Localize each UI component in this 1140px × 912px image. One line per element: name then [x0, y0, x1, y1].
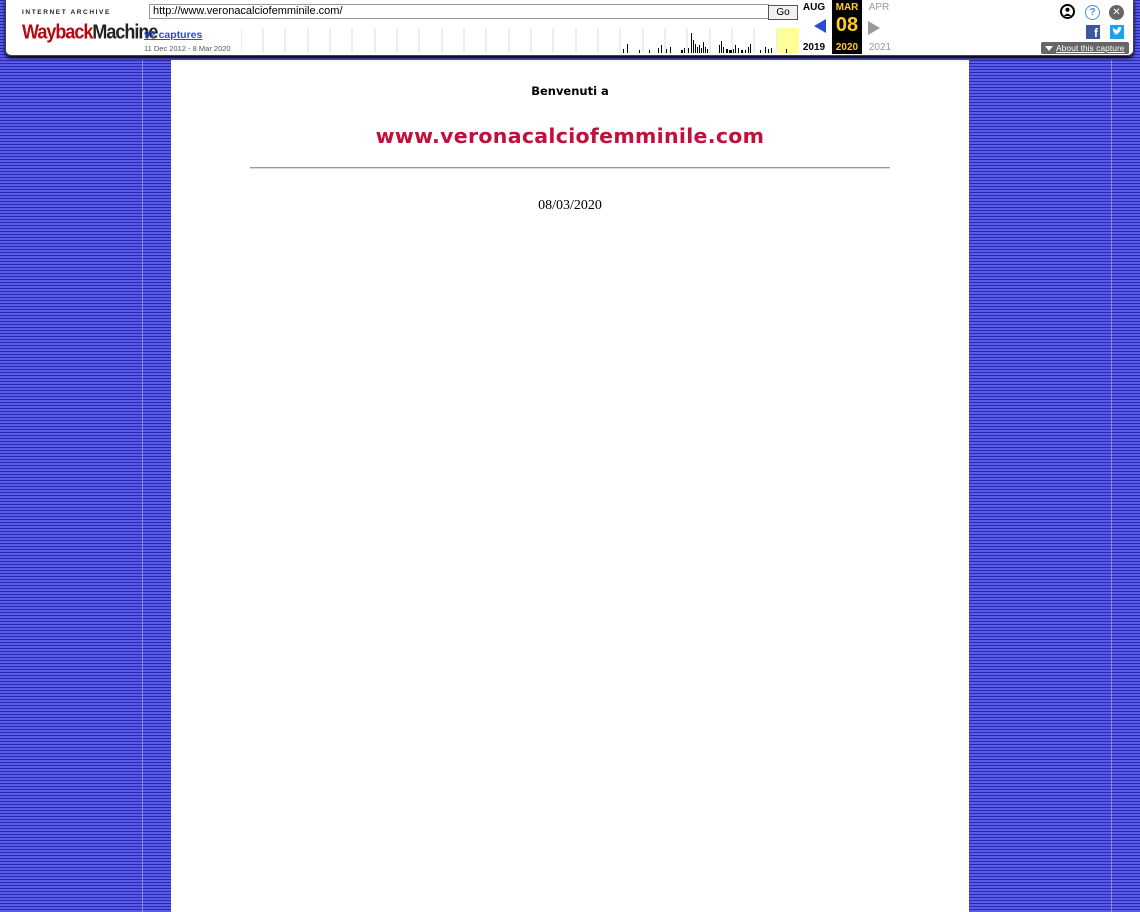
- page-date: 08/03/2020: [538, 198, 602, 213]
- prev-year-link[interactable]: 2019: [802, 42, 826, 53]
- logo-wayback-machine-text: [22, 20, 157, 44]
- wayback-logo[interactable]: [18, 6, 158, 46]
- sparkline-current-year-highlight: [777, 28, 799, 53]
- captures-link[interactable]: 92 captures: [144, 29, 203, 41]
- prev-capture-arrow-icon[interactable]: [814, 19, 826, 33]
- next-month-label: APR: [868, 2, 890, 13]
- current-capture-date: [832, 0, 862, 54]
- close-icon[interactable]: ✕: [1109, 5, 1124, 20]
- sparkline-bars: [623, 33, 787, 53]
- next-year-label: 2021: [868, 42, 892, 53]
- logo-wayback-word: Wayback: [22, 20, 93, 43]
- current-month: MAR: [835, 2, 859, 13]
- current-year: 2020: [835, 42, 859, 53]
- prev-month-link[interactable]: AUG: [802, 2, 826, 13]
- current-day: 08: [835, 14, 859, 36]
- facebook-icon[interactable]: f: [1086, 25, 1100, 39]
- site-title: www.veronacalciofemminile.com: [375, 124, 765, 148]
- sparkline-year-dividers: [241, 28, 777, 53]
- wayback-toolbar: [5, 0, 1134, 56]
- capture-sparkline[interactable]: [241, 28, 799, 53]
- go-button[interactable]: Go: [768, 5, 798, 20]
- about-capture-button[interactable]: [1041, 42, 1129, 54]
- logo-internet-archive-text: INTERNET ARCHIVE: [22, 9, 111, 16]
- background-stripe-line: [142, 60, 143, 912]
- page-content: [171, 60, 969, 912]
- user-icon[interactable]: [1060, 4, 1075, 19]
- next-capture-arrow-icon: [868, 21, 880, 35]
- chevron-down-icon: [1045, 46, 1053, 51]
- capture-date-range: 11 Dec 2012 - 8 Mar 2020: [144, 44, 231, 53]
- about-capture-label: About this capture: [1056, 43, 1125, 53]
- background-stripe-line: [1111, 60, 1112, 912]
- horizontal-divider: [250, 167, 890, 169]
- welcome-text: Benvenuti a: [531, 84, 609, 98]
- url-input[interactable]: http://www.veronacalciofemminile.com/: [149, 4, 769, 19]
- logo-machine-word: Machine: [92, 20, 158, 43]
- help-icon[interactable]: ?: [1085, 5, 1100, 20]
- twitter-icon[interactable]: [1110, 25, 1124, 39]
